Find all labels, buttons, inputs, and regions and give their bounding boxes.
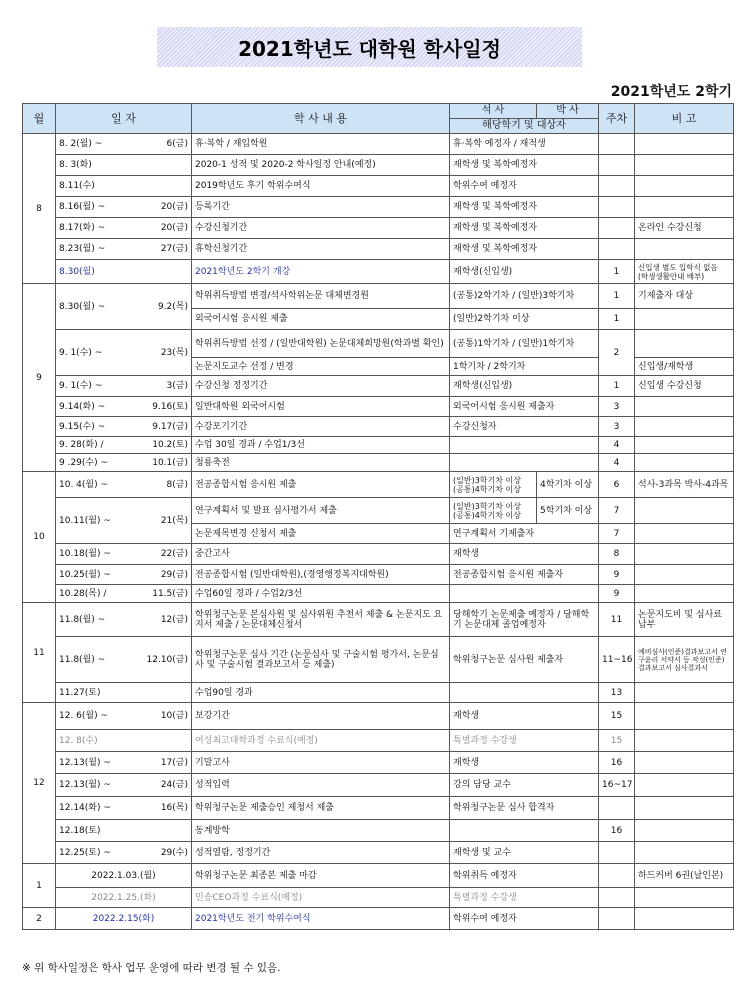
page-title-banner bbox=[157, 27, 582, 67]
date-cell: 8.30(월) bbox=[56, 260, 192, 284]
date-cell: 2022.2.15(화) bbox=[56, 908, 192, 930]
week-cell bbox=[599, 888, 635, 908]
content-cell: 일반대학원 외국어시험 bbox=[192, 397, 450, 417]
target-cell: 학위취득 예정자 bbox=[450, 864, 599, 888]
week-cell: 6 bbox=[599, 472, 635, 498]
date-cell: 12.13(월) ~ 24(금) bbox=[56, 774, 192, 797]
date-cell: 2022.1.03.(월) bbox=[56, 864, 192, 888]
week-cell: 13 bbox=[599, 683, 635, 703]
week-cell: 16 bbox=[599, 820, 635, 842]
target-cell bbox=[450, 454, 599, 472]
content-cell: 학위청구논문 심사 기간 (논문심사 및 구술시험 평가서, 논문심사 및 구술시험 결과보고서 등 제출) bbox=[192, 637, 450, 683]
header-week: 주차 bbox=[599, 104, 635, 134]
table-row bbox=[23, 454, 734, 472]
table-row bbox=[23, 565, 734, 585]
target-doctor-cell: 5학기차 이상 bbox=[537, 498, 599, 524]
table-row bbox=[23, 864, 734, 888]
note-cell bbox=[635, 774, 734, 797]
table-row bbox=[23, 472, 734, 498]
note-cell bbox=[635, 544, 734, 565]
content-cell: 학위청구논문 본심사원 및 심사위원 추천서 제출 & 논문지도 요지서 제출 / 논문대체신청서 bbox=[192, 603, 450, 637]
content-cell: 휴·복학 / 재입학원 bbox=[192, 134, 450, 155]
target-cell: 수강신청자 bbox=[450, 417, 599, 437]
schedule-table bbox=[22, 103, 734, 930]
target-cell: 재학생 및 교수 bbox=[450, 842, 599, 864]
target-cell: (공통)1학기차 / (일반)1학기차 bbox=[450, 330, 599, 358]
table-row bbox=[23, 260, 734, 284]
table-row bbox=[23, 197, 734, 218]
content-cell: 2021학년도 전기 학위수여식 bbox=[192, 908, 450, 930]
week-cell: 16~17 bbox=[599, 774, 635, 797]
content-cell: 수업60일 경과 / 수업2/3선 bbox=[192, 585, 450, 603]
month-cell: 8 bbox=[23, 134, 56, 284]
content-cell: 논문지도교수 선정 / 변경 bbox=[192, 358, 450, 376]
content-cell: 수강신청기간 bbox=[192, 218, 450, 239]
week-cell: 4 bbox=[599, 454, 635, 472]
note-cell bbox=[635, 330, 734, 358]
date-cell: 11.27(토) bbox=[56, 683, 192, 703]
date-cell: 10.18(월) ~ 22(금) bbox=[56, 544, 192, 565]
target-cell: 재학생 bbox=[450, 752, 599, 774]
week-cell: 7 bbox=[599, 524, 635, 544]
note-cell bbox=[635, 417, 734, 437]
target-cell: 1학기차 / 2학기차 bbox=[450, 358, 599, 376]
table-row bbox=[23, 176, 734, 197]
week-cell: 1 bbox=[599, 260, 635, 284]
date-cell: 8.30(월) ~ 9.2(목) bbox=[56, 284, 192, 330]
content-cell: 외국어시험 응시원 제출 bbox=[192, 309, 450, 330]
date-cell: 8.11(수) bbox=[56, 176, 192, 197]
date-cell: 9.14(화) ~ 9.16(토) bbox=[56, 397, 192, 417]
content-cell: 민송CEO과정 수료식(예정) bbox=[192, 888, 450, 908]
header-doctor: 박 사 bbox=[537, 104, 599, 119]
week-cell: 11~16 bbox=[599, 637, 635, 683]
content-cell: 중간고사 bbox=[192, 544, 450, 565]
content-cell: 성적입력 bbox=[192, 774, 450, 797]
header-content: 학 사 내 용 bbox=[192, 104, 450, 134]
week-cell: 7 bbox=[599, 498, 635, 524]
week-cell: 1 bbox=[599, 284, 635, 309]
table-row bbox=[23, 908, 734, 930]
target-master-cell: (일반)3학기차 이상 (공통)4학기차 이상 bbox=[450, 472, 537, 498]
month-cell: 11 bbox=[23, 603, 56, 703]
date-cell: 12.18(토) bbox=[56, 820, 192, 842]
week-cell: 9 bbox=[599, 585, 635, 603]
target-doctor-cell: 4학기차 이상 bbox=[537, 472, 599, 498]
note-cell bbox=[635, 309, 734, 330]
note-cell: 예비심사(인준)결과보고서 연구윤리 서약서 등 작성(인준)결과보고서 심사결과서 bbox=[635, 637, 734, 683]
target-cell bbox=[450, 437, 599, 454]
note-cell bbox=[635, 176, 734, 197]
footnote: ※ 위 학사일정은 학사 업무 운영에 따라 변경 될 수 있음. bbox=[22, 962, 281, 974]
week-cell bbox=[599, 239, 635, 260]
date-cell: 10.25(월) ~ 29(금) bbox=[56, 565, 192, 585]
content-cell: 청룡축전 bbox=[192, 454, 450, 472]
table-row bbox=[23, 239, 734, 260]
target-cell: 강의 담당 교수 bbox=[450, 774, 599, 797]
week-cell: 15 bbox=[599, 703, 635, 730]
note-cell bbox=[635, 797, 734, 820]
note-cell bbox=[635, 524, 734, 544]
target-cell: 학위수여 예정자 bbox=[450, 176, 599, 197]
table-row bbox=[23, 730, 734, 752]
content-cell: 2020-1 성적 및 2020-2 학사일정 안내(예정) bbox=[192, 155, 450, 176]
target-cell: 학위청구논문 심사 합격자 bbox=[450, 797, 599, 820]
date-cell: 12.14(화) ~ 16(목) bbox=[56, 797, 192, 820]
month-cell: 2 bbox=[23, 908, 56, 930]
month-cell: 9 bbox=[23, 284, 56, 472]
note-cell bbox=[635, 134, 734, 155]
date-cell: 11.8(월) ~ 12.10(금) bbox=[56, 637, 192, 683]
table-row bbox=[23, 797, 734, 820]
week-cell: 16 bbox=[599, 752, 635, 774]
header-month: 월 bbox=[23, 104, 56, 134]
week-cell bbox=[599, 176, 635, 197]
note-cell bbox=[635, 888, 734, 908]
date-cell: 9.15(수) ~ 9.17(금) bbox=[56, 417, 192, 437]
date-cell: 12.13(월) ~ 17(금) bbox=[56, 752, 192, 774]
week-cell: 9 bbox=[599, 565, 635, 585]
table-row bbox=[23, 774, 734, 797]
table-row bbox=[23, 637, 734, 683]
target-cell: 재학생 및 복학예정자 bbox=[450, 197, 599, 218]
content-cell: 학위청구논문 최종본 제출 마감 bbox=[192, 864, 450, 888]
content-cell: 등록기간 bbox=[192, 197, 450, 218]
week-cell bbox=[599, 908, 635, 930]
date-cell: 8. 3(화) bbox=[56, 155, 192, 176]
header-note: 비 고 bbox=[635, 104, 734, 134]
note-cell bbox=[635, 155, 734, 176]
table-row bbox=[23, 820, 734, 842]
target-cell: 연구계획서 기제출자 bbox=[450, 524, 599, 544]
month-cell: 1 bbox=[23, 864, 56, 908]
week-cell: 15 bbox=[599, 730, 635, 752]
date-cell: 8.23(월) ~ 27(금) bbox=[56, 239, 192, 260]
date-cell: 12. 6(월) ~ 10(금) bbox=[56, 703, 192, 730]
note-cell: 신입생 수강신청 bbox=[635, 376, 734, 397]
note-cell bbox=[635, 397, 734, 417]
content-cell: 동계방학 bbox=[192, 820, 450, 842]
week-cell bbox=[599, 197, 635, 218]
week-cell bbox=[599, 797, 635, 820]
note-cell bbox=[635, 842, 734, 864]
content-cell: 휴학신청기간 bbox=[192, 239, 450, 260]
table-row bbox=[23, 703, 734, 730]
table-row bbox=[23, 585, 734, 603]
table-row bbox=[23, 437, 734, 454]
week-cell bbox=[599, 864, 635, 888]
target-cell bbox=[450, 820, 599, 842]
note-cell bbox=[635, 752, 734, 774]
content-cell: 연구계획서 및 발표 심사평가서 제출 bbox=[192, 498, 450, 524]
date-cell: 9. 1(수) ~ 3(금) bbox=[56, 376, 192, 397]
target-cell: 학위청구논문 심사원 제출자 bbox=[450, 637, 599, 683]
date-cell: 10.28(목) / 11.5(금) bbox=[56, 585, 192, 603]
target-cell: 특별과정 수강생 bbox=[450, 888, 599, 908]
table-row bbox=[23, 134, 734, 155]
content-cell: 수업 30일 경과 / 수업1/3선 bbox=[192, 437, 450, 454]
content-cell: 학위청구논문 제출승인 제청서 제출 bbox=[192, 797, 450, 820]
note-cell: 온라인 수강신청 bbox=[635, 218, 734, 239]
content-cell: 2019학년도 후기 학위수여식 bbox=[192, 176, 450, 197]
note-cell bbox=[635, 820, 734, 842]
week-cell: 3 bbox=[599, 417, 635, 437]
note-cell bbox=[635, 565, 734, 585]
week-cell: 11 bbox=[599, 603, 635, 637]
target-cell bbox=[450, 585, 599, 603]
content-cell: 전공종합시험 응시원 제출 bbox=[192, 472, 450, 498]
content-cell: 성적열람, 정정기간 bbox=[192, 842, 450, 864]
table-row bbox=[23, 498, 734, 524]
table-row bbox=[23, 330, 734, 358]
week-cell: 8 bbox=[599, 544, 635, 565]
date-cell: 12.25(토) ~ 29(수) bbox=[56, 842, 192, 864]
table-row bbox=[23, 683, 734, 703]
target-cell: 학위수여 예정자 bbox=[450, 908, 599, 930]
month-cell: 12 bbox=[23, 703, 56, 864]
week-cell: 4 bbox=[599, 437, 635, 454]
semester-label: 2021학년도 2학기 bbox=[610, 84, 732, 100]
content-cell: 학위취득방법 선정 / (일반대학원) 논문대체희망원(학과별 확인) bbox=[192, 330, 450, 358]
date-cell: 12. 8(수) bbox=[56, 730, 192, 752]
note-cell bbox=[635, 197, 734, 218]
table-row bbox=[23, 842, 734, 864]
date-cell: 9. 1(수) ~ 23(목) bbox=[56, 330, 192, 376]
target-cell: (공통)2학기차 / (일반)3학기차 bbox=[450, 284, 599, 309]
table-row bbox=[23, 888, 734, 908]
week-cell bbox=[599, 218, 635, 239]
note-cell bbox=[635, 239, 734, 260]
note-cell bbox=[635, 908, 734, 930]
target-cell: 재학생(신입생) bbox=[450, 376, 599, 397]
table-row bbox=[23, 544, 734, 565]
table-row bbox=[23, 376, 734, 397]
week-cell bbox=[599, 155, 635, 176]
table-row bbox=[23, 752, 734, 774]
table-row bbox=[23, 417, 734, 437]
note-cell bbox=[635, 498, 734, 524]
date-cell: 8.16(월) ~ 20(금) bbox=[56, 197, 192, 218]
note-cell: 신입생 별도 입학식 없음 (학생생활안내 배부) bbox=[635, 260, 734, 284]
content-cell: 수강포기기간 bbox=[192, 417, 450, 437]
header-date: 일 자 bbox=[56, 104, 192, 134]
target-cell: 재학생(신입생) bbox=[450, 260, 599, 284]
note-cell bbox=[635, 730, 734, 752]
target-cell: 휴·복학 예정자 / 재적생 bbox=[450, 134, 599, 155]
note-cell: 석사-3과목 박사-4과목 bbox=[635, 472, 734, 498]
date-cell: 10. 4(월) ~ 8(금) bbox=[56, 472, 192, 498]
content-cell: 보강기간 bbox=[192, 703, 450, 730]
note-cell: 논문지도비 및 심사료 납부 bbox=[635, 603, 734, 637]
content-cell: 여성최고대학과정 수료식(예정) bbox=[192, 730, 450, 752]
content-cell: 논문제목변경 신청서 제출 bbox=[192, 524, 450, 544]
note-cell bbox=[635, 683, 734, 703]
date-cell: 11.8(월) ~ 12(금) bbox=[56, 603, 192, 637]
week-cell: 2 bbox=[599, 330, 635, 376]
note-cell bbox=[635, 703, 734, 730]
target-cell: 당해학기 논문제출 예정자 / 당해학기 논문대체 졸업예정자 bbox=[450, 603, 599, 637]
target-cell: 재학생 및 복학예정자 bbox=[450, 218, 599, 239]
target-cell: 전공종합시험 응시원 제출자 bbox=[450, 565, 599, 585]
table-row bbox=[23, 155, 734, 176]
content-cell: 기말고사 bbox=[192, 752, 450, 774]
content-cell: 수업90일 경과 bbox=[192, 683, 450, 703]
target-cell: (일반)2학기차 이상 bbox=[450, 309, 599, 330]
header-target: 해당학기 및 대상자 bbox=[450, 119, 599, 134]
target-cell: 특별과정 수강생 bbox=[450, 730, 599, 752]
note-cell bbox=[635, 437, 734, 454]
note-cell: 신입생/재학생 bbox=[635, 358, 734, 376]
month-cell: 10 bbox=[23, 472, 56, 603]
target-cell: 외국어시험 응시원 제출자 bbox=[450, 397, 599, 417]
table-row bbox=[23, 284, 734, 309]
target-cell bbox=[450, 683, 599, 703]
note-cell bbox=[635, 585, 734, 603]
week-cell: 1 bbox=[599, 309, 635, 330]
target-master-cell: (일반)3학기차 이상 (공통)4학기차 이상 bbox=[450, 498, 537, 524]
week-cell bbox=[599, 842, 635, 864]
week-cell: 3 bbox=[599, 397, 635, 417]
table-row bbox=[23, 218, 734, 239]
note-cell: 기제출자 대상 bbox=[635, 284, 734, 309]
table-row bbox=[23, 603, 734, 637]
content-cell: 전공종합시험 (일반대학원),(경영행정복지대학원) bbox=[192, 565, 450, 585]
week-cell bbox=[599, 134, 635, 155]
table-row bbox=[23, 397, 734, 417]
target-cell: 재학생 bbox=[450, 703, 599, 730]
note-cell: 하드커버 6권(날인본) bbox=[635, 864, 734, 888]
date-cell: 9 .29(수) ~ 10.1(금) bbox=[56, 454, 192, 472]
week-cell: 1 bbox=[599, 376, 635, 397]
target-cell: 재학생 및 복학예정자 bbox=[450, 239, 599, 260]
header-master: 석 사 bbox=[450, 104, 537, 119]
date-cell: 8. 2(월) ~ 6(금) bbox=[56, 134, 192, 155]
content-cell: 수강신청 정정기간 bbox=[192, 376, 450, 397]
content-cell: 학위취득방법 변경/석사학위논문 대체변경원 bbox=[192, 284, 450, 309]
date-cell: 10.11(월) ~ 21(목) bbox=[56, 498, 192, 544]
date-cell: 9. 28(화) / 10.2(토) bbox=[56, 437, 192, 454]
date-cell: 8.17(화) ~ 20(금) bbox=[56, 218, 192, 239]
target-cell: 재학생 및 복학예정자 bbox=[450, 155, 599, 176]
content-cell: 2021학년도 2학기 개강 bbox=[192, 260, 450, 284]
date-cell: 2022.1.25.(화) bbox=[56, 888, 192, 908]
page-title: 2021학년도 대학원 학사일정 bbox=[238, 36, 501, 61]
target-cell: 재학생 bbox=[450, 544, 599, 565]
note-cell bbox=[635, 454, 734, 472]
